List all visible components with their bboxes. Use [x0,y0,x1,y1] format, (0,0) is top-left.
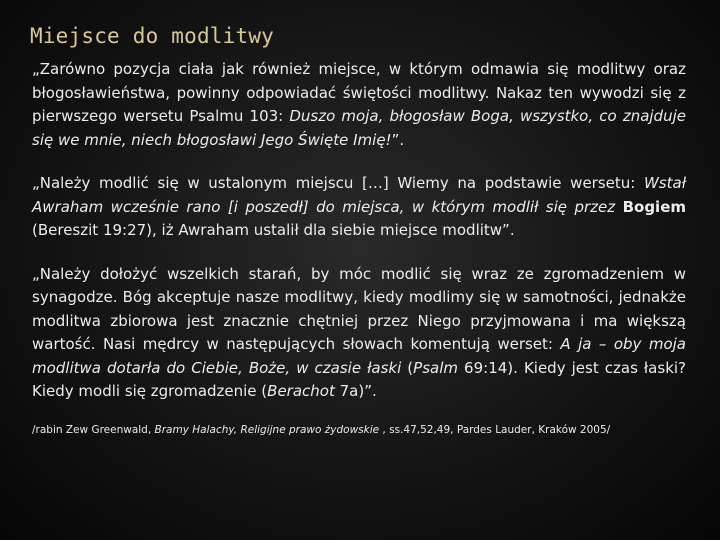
source-publisher: Pardes Lauder, Kraków 2005/ [456,423,611,436]
paragraph-2 [32,172,686,243]
paragraph-3-ref-psalm-num: 69:14). Kiedy jest czas łaski? Kiedy modli się zgromadzenie ( [32,358,687,400]
source-book: Bramy Halachy, Religijne prawo żydowskie [154,423,380,436]
paragraph-3-ref-psalm: Psalm [413,358,459,377]
paragraph-2-reference: (Bereszit 19:27), iż Awraham ustalił dla siebie miejsce modlitw”. [32,221,515,239]
paragraph-3-ref-berachot-num: 7a)”. [334,382,377,400]
paragraph-1-close: ”. [391,130,405,149]
source-prefix: /rabin Zew Greenwald, [32,423,155,436]
paragraph-1-quote: Duszo moja, błogosław Boga, wszystko, co znajduje się we mnie, niech błogosławi Jego Święte Imię! [32,107,686,149]
slide-title: Miejsce do modlitwy [30,24,275,48]
paragraph-2-text: „Należy modlić się w ustalonym miejscu […] Wiemy na podstawie wersetu: [32,174,644,192]
paragraph-2-quote-bold: Bogiem [622,197,686,216]
source-citation [32,423,686,437]
paragraph-3 [32,263,686,404]
paragraph-2-quote: Wstał Awraham wcześnie rano [i poszedł] do miejsca, w którym modlił się przez [32,174,686,216]
paragraph-3-ref-open: ( [401,358,414,377]
paragraph-1-text: „Zarówno pozycja ciała jak również miejsce, w którym odmawia się modlitwy oraz błogosławieństwa, powinny odpowiadać świętości modlitwy. Nakaz ten wywodzi się z pierwszego wersetu Psalmu 103: [32,60,686,125]
paragraph-1 [32,58,686,152]
paragraph-3-text: „Należy dołożyć wszelkich starań, by móc modlić się wraz ze zgromadzeniem w synagodze. Bóg akceptuje nasze modlitwy, kiedy modlimy się w samotności, jednakże modlitwa zbiorowa jest znacznie chętniej przez Niego przyjmowana i ma większą wartość. Nasi mędrcy w następujących słowach komentują werset: [32,264,686,353]
paragraph-3-ref-berachot: Berachot [267,382,335,400]
paragraph-3-quote: A ja – oby moja modlitwa dotarła do Ciebie, Boże, w czasie łaski [32,335,686,377]
source-suffix: , ss.47,52,49, [379,423,457,436]
slide-content [32,58,686,437]
